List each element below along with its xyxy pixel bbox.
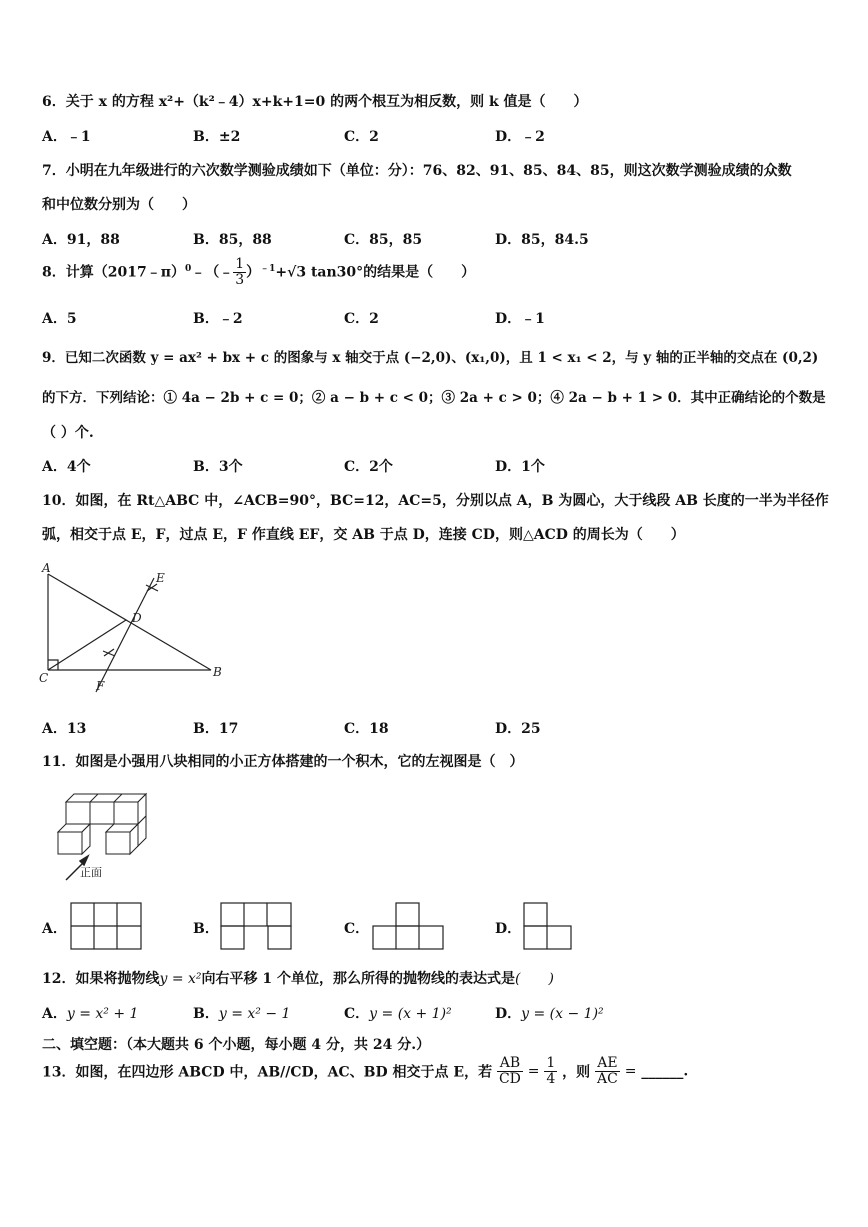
q11-option-c-label: C． (344, 921, 370, 937)
q13-answer-blank[interactable]: ______. (641, 1063, 689, 1080)
q12-expression: y = x² (159, 971, 202, 987)
q10-option-b: B．17 (193, 721, 239, 737)
q9-option-d: D．1个 (495, 459, 545, 475)
q11-option-c-figure (372, 902, 446, 952)
q8-exponent-zero: 0 (184, 263, 192, 274)
q8-option-d: D．﹣1 (495, 311, 545, 327)
q12-stem: 12．如果将抛物线y = x²向右平移 1 个单位，那么所得的抛物线的表达式是( ) (42, 971, 554, 987)
q12-option-d: D．y = (x − 1)² (495, 1006, 604, 1022)
q8-option-c: C．2 (344, 311, 379, 327)
q9-option-c: C．2个 (344, 459, 393, 475)
q13-stem: 13．如图，在四边形 ABCD 中，AB//CD，AC、BD 相交于点 E，若 $\frac{AB}{CD}$ = $\frac{1}{4}$ ，则 $\frac{AE}{AC}$ = ______. (42, 1055, 689, 1087)
q12-option-a: A．y = x² + 1 (42, 1006, 139, 1022)
q13-fraction-one-quarter: $\frac{1}{4}$ (546, 1055, 556, 1087)
q7-option-b: B．85，88 (193, 232, 272, 248)
q8-stem: 8．计算（2017﹣π）$^0$﹣（﹣ $\frac{1}{3}$ ）$^{﹣1}$+√3 tan30°的结果是（ ） (42, 256, 476, 288)
label-b: B (213, 665, 222, 679)
q10-option-c: C．18 (344, 721, 389, 737)
q10-stem-line1: 10．如图，在 Rt△ABC 中，∠ACB=90°，BC=12，AC=5，分别以点 A，B 为圆心，大于线段 AB 长度的一半为半径作 (42, 493, 829, 509)
q6-option-b: B．±2 (193, 129, 241, 145)
q11-option-a-figure (70, 902, 144, 952)
label-e: E (156, 571, 165, 585)
q7-option-d: D．85，84.5 (495, 232, 589, 248)
q10-option-d: D．25 (495, 721, 541, 737)
q6-option-d: D．﹣2 (495, 129, 545, 145)
q9-stem-line1: 9．已知二次函数 y = ax² + bx + c 的图象与 x 轴交于点 (−2,0)、(x₁,0)，且 1 < x₁ < 2，与 y 轴的正半轴的交点在 (0,2) (42, 350, 819, 366)
q9-stem-line3: （ ）个. (42, 425, 94, 441)
q11-cube-stack-figure (52, 788, 162, 888)
q13-fraction-ab-cd: $\frac{AB}{CD}$ (498, 1055, 521, 1087)
q6-stem: 6．关于 x 的方程 x²+（k²﹣4）x+k+1=0 的两个根互为相反数，则 k 值是（ ） (42, 94, 588, 110)
q9-stem-line2: 的下方．下列结论：① 4a − 2b + c = 0；② a − b + c < 0；③ 2a + c > 0；④ 2a − b + 1 > 0．其中正确结论的个数是 (42, 390, 826, 406)
q8-option-b: B．﹣2 (193, 311, 243, 327)
segment-cd (48, 620, 126, 670)
q9-option-b: B．3个 (193, 459, 243, 475)
line-ef (96, 578, 154, 692)
label-f: F (96, 679, 105, 693)
label-a: A (42, 561, 51, 575)
q11-option-b-label: B． (193, 921, 219, 937)
q7-stem-line1: 7．小明在九年级进行的六次数学测验成绩如下（单位：分）：76、82、91、85、84、85，则这次数学测验成绩的众数 (42, 163, 792, 179)
q12-option-c: C．y = (x + 1)² (344, 1006, 452, 1022)
q7-stem-line2: 和中位数分别为（ ） (42, 197, 196, 213)
q11-option-d-label: D． (495, 921, 522, 937)
q6-option-a: A．﹣1 (42, 129, 91, 145)
q10-triangle-figure (36, 560, 236, 695)
q9-option-a: A．4个 (42, 459, 91, 475)
q11-option-d-figure (523, 902, 575, 952)
q8-fraction: $\frac{1}{3}$ (235, 256, 245, 288)
q6-option-c: C．2 (344, 129, 379, 145)
q11-option-b-figure (220, 902, 294, 952)
q8-exponent-neg-one: ﹣1 (260, 263, 276, 274)
side-ab (48, 574, 211, 670)
q7-option-a: A．91，88 (42, 232, 120, 248)
q7-option-c: C．85，85 (344, 232, 423, 248)
q11-option-a-label: A． (42, 921, 67, 937)
section-2-heading: 二、填空题：（本大题共 6 个小题，每小题 4 分，共 24 分.） (42, 1037, 431, 1053)
q10-stem-line2: 弧，相交于点 E，F，过点 E，F 作直线 EF，交 AB 于点 D，连接 CD，则△ACD 的周长为（ ） (42, 527, 685, 543)
front-label: 正面 (80, 866, 102, 879)
q8-option-a: A．5 (42, 311, 77, 327)
label-c: C (39, 671, 49, 685)
q10-option-a: A．13 (42, 721, 87, 737)
q13-fraction-ae-ac: $\frac{AE}{AC}$ (597, 1055, 618, 1087)
label-d: D (132, 611, 142, 625)
q12-option-b: B．y = x² − 1 (193, 1006, 291, 1022)
q11-stem: 11．如图是小强用八块相同的小正方体搭建的一个积木，它的左视图是（ ） (42, 754, 524, 770)
arrow-head-icon (80, 856, 88, 865)
